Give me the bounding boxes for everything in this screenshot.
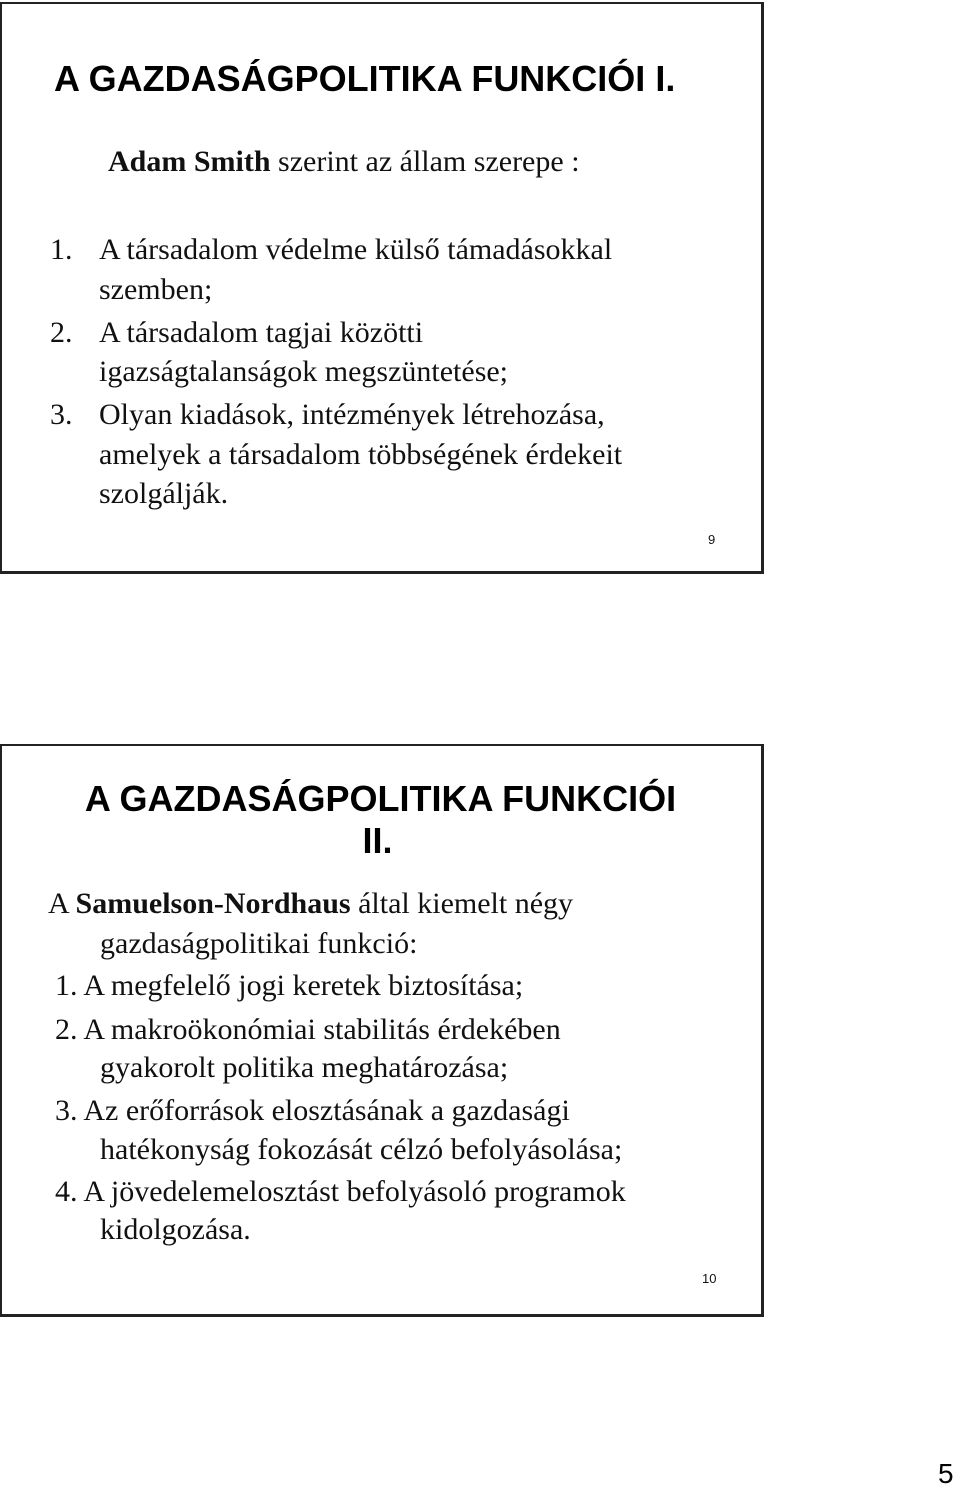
list-item-continuation: szemben;: [99, 273, 213, 306]
list-item: 2. A makroökonómiai stabilitás érdekében: [55, 1013, 561, 1046]
list-item-continuation: hatékonyság fokozását célzó befolyásolása;: [100, 1133, 623, 1166]
list-item: 1. A megfelelő jogi keretek biztosítása;: [55, 969, 524, 1002]
page-number: 9: [708, 532, 716, 547]
slide-title-line-1: A GAZDASÁGPOLITIKA FUNKCIÓI: [84, 778, 677, 819]
list-item-continuation: szolgálják.: [99, 477, 229, 510]
list-item: 3. Az erőforrások elosztásának a gazdasági: [55, 1094, 570, 1127]
intro-prefix: A: [48, 887, 76, 920]
list-item-continuation: amelyek a társadalom többségének érdekeit: [99, 438, 623, 471]
item-text: Olyan kiadások, intézmények létrehozása,: [99, 398, 605, 431]
intro-author: Adam Smith: [108, 145, 271, 178]
intro-text: szerint az állam szerepe :: [270, 145, 580, 178]
slide-10: [0, 744, 764, 1317]
intro-text: által kiemelt négy: [350, 887, 574, 920]
slide-title-line-2: II.: [362, 820, 393, 861]
item-text: A társadalom védelme külső támadásokkal: [99, 233, 613, 266]
item-text: A társadalom tagjai közötti: [99, 316, 424, 349]
list-item-continuation: gyakorolt politika meghatározása;: [100, 1051, 509, 1084]
item-number: 2.: [50, 316, 73, 349]
item-number: 3.: [50, 398, 73, 431]
list-item-continuation: kidolgozása.: [100, 1213, 251, 1246]
sheet-page-number: 5: [938, 1458, 954, 1489]
slide-title: [2, 778, 761, 862]
list-item: [50, 313, 423, 353]
intro-authors: Samuelson-Nordhaus: [75, 887, 351, 920]
list-item: [50, 230, 612, 270]
list-item: [50, 395, 605, 435]
list-item-continuation: igazságtalanságok megszüntetése;: [99, 355, 509, 388]
slide-9: [0, 2, 764, 574]
slide-intro: [108, 142, 580, 182]
slide-intro: [48, 884, 573, 924]
page-number: 10: [702, 1271, 717, 1286]
slide-intro-continuation: gazdaságpolitikai funkció:: [100, 927, 418, 960]
list-item: 4. A jövedelemelosztást befolyásoló programok: [55, 1175, 626, 1208]
item-number: 1.: [50, 233, 73, 266]
slide-title: A GAZDASÁGPOLITIKA FUNKCIÓI I.: [54, 58, 676, 99]
